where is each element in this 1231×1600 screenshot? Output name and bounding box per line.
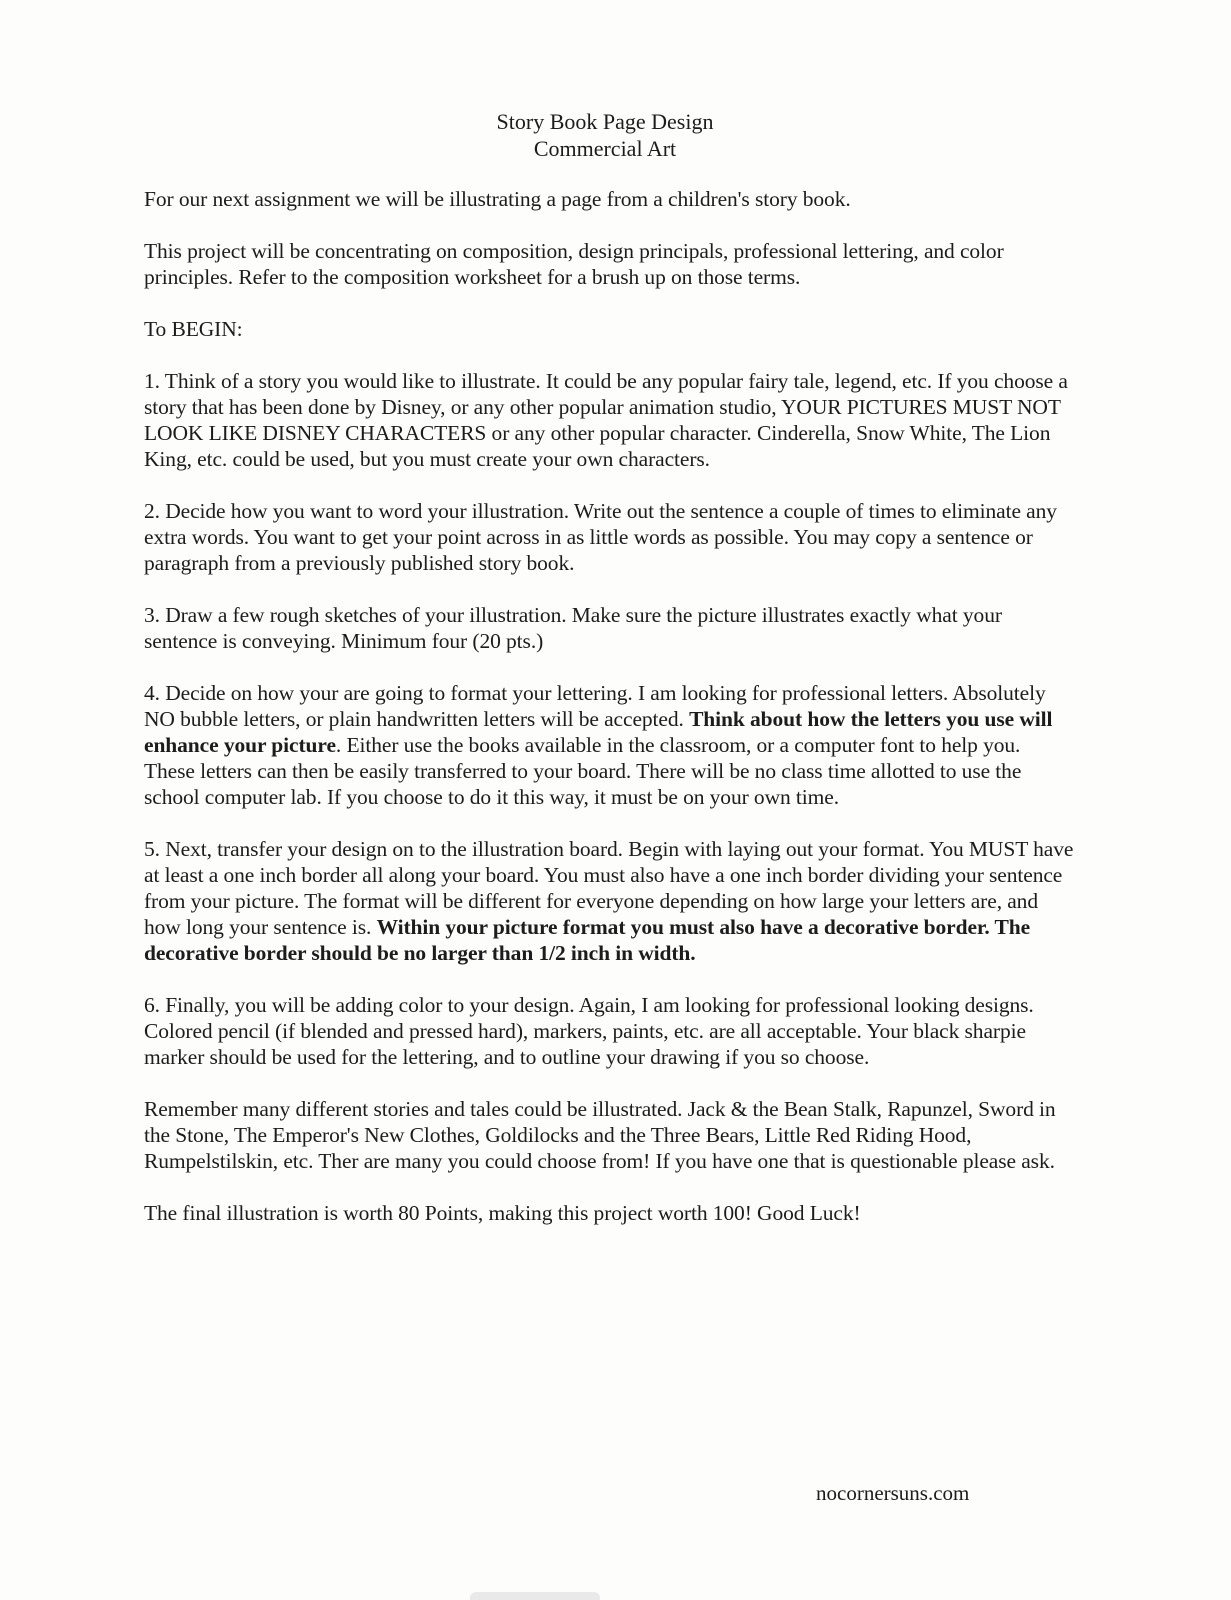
step-4-paragraph (144, 680, 1074, 810)
step-4-emphasis: Think about how the letters you use will enhance your picture (144, 707, 1053, 757)
project-focus-paragraph: This project will be concentrating on composition, design principals, professional lettering, and color principles. Refer to the composition worksheet for a brush up on those terms. (144, 239, 1004, 289)
scan-shadow (470, 1592, 600, 1600)
footer-site: nocornersuns.com (816, 1481, 970, 1505)
begin-heading: To BEGIN: (144, 317, 243, 341)
remember-paragraph: Remember many different stories and tales could be illustrated. Jack & the Bean Stalk, Rapunzel, Sword in the Stone, The Emperor's New Clothes, Goldilocks and the Three Bears, Little Red Riding Hood, Rumpelstilskin, etc. Ther are many you could choose from! If you have one that is questionable please ask. (144, 1097, 1056, 1173)
step-5-paragraph (144, 836, 1074, 966)
step-5-emphasis: Within your picture format you must also have a decorative border. The decorative border should be no larger than 1/2 inch in width. (144, 915, 1031, 965)
page-title: Story Book Page Design (496, 109, 714, 134)
intro-paragraph: For our next assignment we will be illustrating a page from a children's story book. (144, 187, 851, 211)
step-5-text-a: 5. Next, transfer your design on to the illustration board. Begin with laying out your format. You MUST have at least a one inch border all along your board. You must also have a one inch border dividing your sentence from your picture. The format will be different for everyone depending on how large your letters are, and how long your sentence is. (144, 837, 1074, 939)
step-4-text-a: 4. Decide on how your are going to format your lettering. I am looking for professional letters. Absolutely NO bubble letters, or plain handwritten letters will be accepted. (144, 681, 1046, 731)
step-3-paragraph: 3. Draw a few rough sketches of your illustration. Make sure the picture illustrates exactly what your sentence is conveying. Minimum four (20 pts.) (144, 603, 1002, 653)
page-subtitle: Commercial Art (533, 136, 677, 161)
final-points-paragraph: The final illustration is worth 80 Points, making this project worth 100! Good Luck! (144, 1201, 861, 1225)
document-body (144, 186, 1074, 1252)
step-4-text-b: . Either use the books available in the classroom, or a computer font to help you. These letters can then be easily transferred to your board. There will be no class time allotted to use the school computer lab. If you choose to do it this way, it must be on your own time. (144, 733, 1022, 809)
step-6-paragraph: 6. Finally, you will be adding color to your design. Again, I am looking for professional looking designs. Colored pencil (if blended and pressed hard), markers, paints, etc. are all acceptable. Your black sharpie marker should be used for the lettering, and to outline your drawing if you so choose. (144, 993, 1034, 1069)
step-1-paragraph: 1. Think of a story you would like to illustrate. It could be any popular fairy tale, legend, etc. If you choose a story that has been done by Disney, or any other popular animation studio, YOUR PICTURES MUST NOT LOOK LIKE DISNEY CHARACTERS or any other popular character. Cinderella, Snow White, The Lion King, etc. could be used, but you must create your own characters. (144, 369, 1068, 471)
step-2-paragraph: 2. Decide how you want to word your illustration. Write out the sentence a couple of times to eliminate any extra words. You want to get your point across in as little words as possible. You may copy a sentence or paragraph from a previously published story book. (144, 499, 1057, 575)
title-block (0, 108, 1210, 162)
